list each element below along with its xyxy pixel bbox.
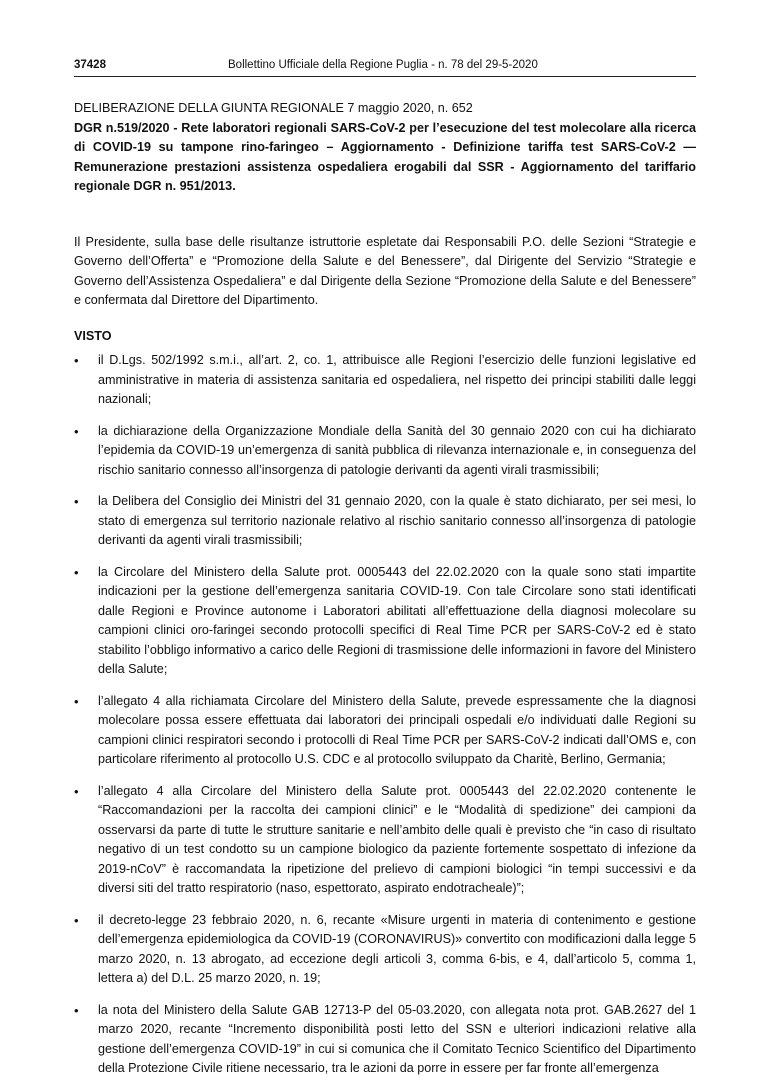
list-item-text: la nota del Ministero della Salute GAB 12713-P del 05-03.2020, con allegata nota prot. GAB.2627 del 1 marzo 2020, recante “Incremento disponibilità posti letto del SSN e ulteriori indicazioni relative alla gestione dell’emergenza COVID-19” in cui si comunica che il Comitato Tecnico Scientifico del Dipartimento della Protezione Civile ritiene necessario, tra le azioni da porre in essere per far fronte all’emergenza bbox=[98, 1002, 696, 1075]
list-item-text: il decreto-legge 23 febbraio 2020, n. 6, recante «Misure urgenti in materia di contenimento e gestione dell’emergenza epidemiologica da COVID-19 (CORONAVIRUS)» convertito con modificazioni dalla legge 5 marzo 2020, n. 13 abrogato, ad eccezione degli articoli 3, comma 6-bis, e 4, dall’articolo 5, comma 1, lettera a) del D.L. 25 marzo 2020, n. 19; bbox=[98, 912, 696, 985]
bullet-icon: • bbox=[74, 1002, 79, 1018]
bulletin-title: Bollettino Ufficiale della Regione Puglia - n. 78 del 29-5-2020 bbox=[228, 59, 538, 71]
list-item-text: la Circolare del Ministero della Salute prot. 0005443 del 22.02.2020 con la quale sono stati impartite indicazioni per la gestione dell’emergenza sanitaria COVID-19. Con tale Circolare sono stati identificati dalle Regioni e Province autonome i Laboratori abilitati all’effettuazione della diagnosi molecolare su campioni clinici oro-faringei secondo protocolli specifici di Real Time PCR per SARS-CoV-2 ed è stato stabilito l’obbligo informativo a carico delle Regioni di trasmissione delle informazioni in favore del Ministero della Salute; bbox=[98, 564, 696, 676]
list-item-text: la dichiarazione della Organizzazione Mondiale della Sanità del 30 gennaio 2020 con cui ha dichiarato l’epidemia da COVID-19 un’emergenza di sanità pubblica di rilevanza internazionale e, in conseguenza del rischio sanitario connesso all’insorgenza di patologie derivanti da agenti virali trasmissibili; bbox=[98, 423, 696, 477]
bullet-icon: • bbox=[74, 423, 79, 439]
intro-paragraph: Il Presidente, sulla base delle risultanze istruttorie espletate dai Responsabili P.O. delle Sezioni “Strategie e Governo dell’Offerta” e “Promozione della Salute e del Benessere”, dal Dirigente del Servizio “Strategie e Governo dell’Assistenza Ospedaliera” e dal Dirigente della Sezione “Promozione della Salute e del Benessere” e confermata dal Direttore del Dipartimento. bbox=[74, 234, 696, 307]
list-item bbox=[74, 911, 696, 989]
bullet-icon: • bbox=[74, 353, 79, 368]
deliberation-title: DGR n.519/2020 - Rete laboratori regionali SARS-CoV-2 per l’esecuzione del test molecolare alla ricerca di COVID-19 su tampone rino-faringeo – Aggiornamento - Definizione tariffa test SARS-CoV-2 — Remunerazione prestazioni assistenza ospedaliera erogabili dal SSR - Aggiornamento del tariffario regionale DGR n. 951/2013. bbox=[74, 120, 696, 193]
list-item-text: l’allegato 4 alla Circolare del Ministero della Salute prot. 0005443 del 22.02.2020 contenente le “Raccomandazioni per la raccolta dei campioni clinici” e le “Modalità di spedizione” dei campioni da osservarsi da parte di tutte le strutture sanitarie e nell’ambito delle quali è previsto che “in caso di risultato negativo di un test condotto su un campione biologico da paziente fortemente sospettato di infezione da 2019-nCoV” è raccomandata la ripetizione del prelievo di campioni biologici “in tempi successivi e da diversi siti del tratto respiratorio (naso, espettorato, aspirato endotracheale)”; bbox=[98, 783, 696, 895]
deliberation-block bbox=[74, 99, 696, 197]
list-item bbox=[74, 782, 696, 899]
page-number: 37428 bbox=[74, 59, 106, 71]
bullet-icon: • bbox=[74, 693, 79, 709]
list-item bbox=[74, 351, 696, 410]
bullet-icon: • bbox=[74, 564, 79, 580]
list-item-text: l’allegato 4 alla richiamata Circolare del Ministero della Salute, prevede espressamente che la diagnosi molecolare possa essere effettuata dai laboratori dei principali ospedali e/o individuati dalle Regioni su campioni clinici respiratori secondo i protocolli di Real Time PCR per SARS-CoV-2 indicati dall’OMS e, con particolare riferimento al protocollo U.S. CDC e al protocollo sviluppato da Charitè, Berlino, Germania; bbox=[98, 693, 696, 766]
list-item-text: il D.Lgs. 502/1992 s.m.i., all’art. 2, co. 1, attribuisce alle Regioni l’esercizio delle funzioni legislative ed amministrative in materia di assistenza sanitaria ed ospedaliera, nel rispetto dei principi stabiliti dalle leggi nazionali; bbox=[98, 353, 696, 406]
header-divider bbox=[74, 76, 696, 77]
list-item bbox=[74, 422, 696, 481]
list-item bbox=[74, 492, 696, 551]
list-item bbox=[74, 692, 696, 770]
document-page bbox=[74, 56, 696, 1091]
list-item bbox=[74, 1001, 696, 1079]
bullet-icon: • bbox=[74, 912, 79, 928]
list-item bbox=[74, 563, 696, 680]
bullet-icon: • bbox=[74, 494, 79, 509]
visto-list bbox=[74, 351, 696, 1079]
visto-heading: VISTO bbox=[74, 328, 112, 343]
list-item-text: la Delibera del Consiglio dei Ministri del 31 gennaio 2020, con la quale è stato dichiarato, per sei mesi, lo stato di emergenza sul territorio nazionale relativo al rischio sanitario connesso all’insorgenza di patologie derivanti da agenti virali trasmissibili; bbox=[98, 494, 696, 547]
deliberation-heading: DELIBERAZIONE DELLA GIUNTA REGIONALE 7 maggio 2020, n. 652 bbox=[74, 101, 473, 115]
page-header bbox=[74, 56, 696, 74]
bullet-icon: • bbox=[74, 783, 79, 799]
